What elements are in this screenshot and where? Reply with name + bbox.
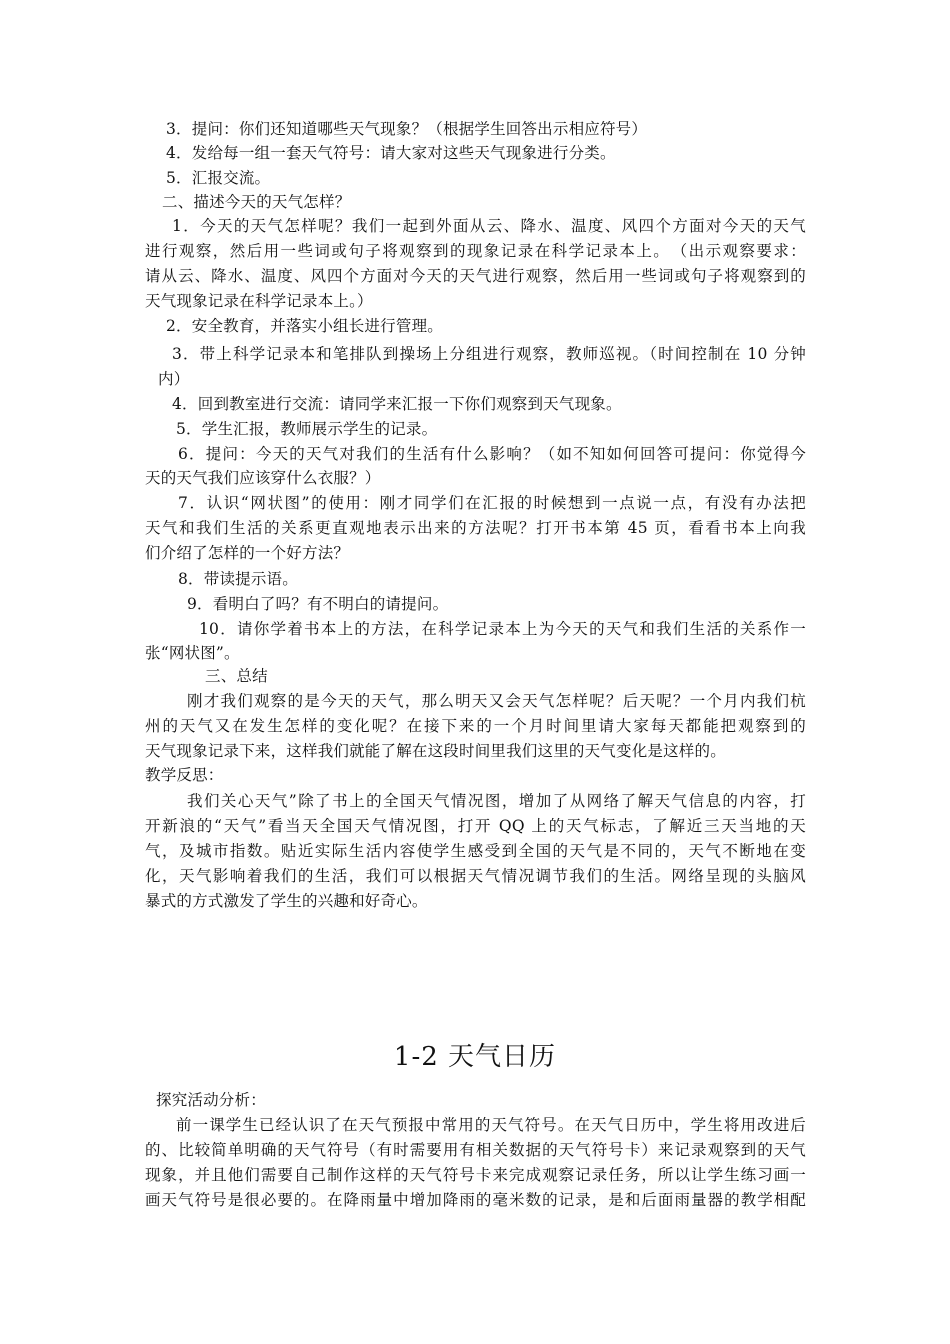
paragraph-line: 6．提问：今天的天气对我们的生活有什么影响？（如不知如何回答可提问：你觉得今 [178,445,806,463]
paragraph-line: 内） [158,370,190,388]
paragraph-line: 7．认识“网状图”的使用：刚才同学们在汇报的时候想到一点说一点，有没有办法把 [178,494,806,512]
section-heading: 二、描述今天的天气怎样？ [162,193,351,211]
paragraph-line: 前一课学生已经认识了在天气预报中常用的天气符号。在天气日历中，学生将用改进后 [176,1116,806,1134]
paragraph-line: 天气现象记录在科学记录本上。） [145,292,373,310]
paragraph-line: 5．汇报交流。 [166,169,271,187]
paragraph-line: 天气现象记录下来，这样我们就能了解在这段时间里我们这里的天气变化是这样的。 [145,742,726,760]
paragraph-line: 请从云、降水、温度、风四个方面对今天的天气进行观察，然后用一些词或句子将观察到的 [145,267,806,285]
paragraph-line: 刚才我们观察的是今天的天气，那么明天又会天气怎样呢？后天呢？一个月内我们杭 [187,692,806,710]
paragraph-line: 进行观察，然后用一些词或句子将观察到的现象记录在科学记录本上。 （出示观察要求： [145,242,806,260]
paragraph-line: 的、比较简单明确的天气符号（有时需要用有相关数据的天气符号卡）来记录观察到的天气 [145,1141,806,1159]
paragraph-line: 天的天气我们应该穿什么衣服？） [145,469,381,487]
paragraph-line: 4．回到教室进行交流：请同学来汇报一下你们观察到天气现象。 [172,395,622,413]
paragraph-line: 气，及城市指数。贴近实际生活内容使学生感受到全国的天气是不同的，天气不断地在变 [145,842,806,860]
paragraph-line: 我们关心天气”除了书上的全国天气情况图，增加了从网络了解天气信息的内容，打 [187,792,806,810]
paragraph-line: 5．学生汇报，教师展示学生的记录。 [176,420,438,438]
paragraph-line: 3．提问：你们还知道哪些天气现象？（根据学生回答出示相应符号） [166,120,648,138]
paragraph-line: 探究活动分析： [156,1091,266,1109]
paragraph-line: 州的天气又在发生怎样的变化呢？在接下来的一个月时间里请大家每天都能把观察到的 [145,717,806,735]
paragraph-line: 现象，并且他们需要自己制作这样的天气符号卡来完成观察记录任务，所以让学生练习画一 [145,1166,806,1184]
paragraph-line: 天气和我们生活的关系更直观地表示出来的方法呢？打开书本第 45 页，看看书本上向我 [145,519,806,537]
paragraph-line: 9．看明白了吗？有不明白的请提问。 [187,595,449,613]
paragraph-line: 暴式的方式激发了学生的兴趣和好奇心。 [145,892,428,910]
paragraph-line: 1．今天的天气怎样呢？我们一起到外面从云、降水、温度、风四个方面对今天的天气 [172,217,806,235]
paragraph-line: 教学反思： [145,766,224,784]
paragraph-line: 画天气符号是很必要的。在降雨量中增加降雨的毫米数的记录，是和后面雨量器的教学相配 [145,1191,806,1209]
paragraph-line: 3．带上科学记录本和笔排队到操场上分组进行观察，教师巡视。（时间控制在 10 分钟 [172,345,806,363]
section-heading: 三、总结 [205,667,268,685]
paragraph-line: 张“网状图”。 [145,644,240,662]
paragraph-line: 10．请你学着书本上的方法，在科学记录本上为今天的天气和我们生活的关系作一 [199,620,806,638]
paragraph-line: 2．安全教育，并落实小组长进行管理。 [166,317,443,335]
paragraph-line: 8．带读提示语。 [178,570,298,588]
paragraph-line: 们介绍了怎样的一个好方法？ [145,544,350,562]
paragraph-line: 化，天气影响着我们的生活，我们可以根据天气情况调节我们的生活。网络呈现的头脑风 [145,867,806,885]
section-title: 1-2 天气日历 [393,1042,557,1072]
paragraph-line: 4．发给每一组一套天气符号：请大家对这些天气现象进行分类。 [166,144,616,162]
paragraph-line: 开新浪的“天气”看当天全国天气情况图，打开 QQ 上的天气标志，了解近三天当地的天 [145,817,806,835]
